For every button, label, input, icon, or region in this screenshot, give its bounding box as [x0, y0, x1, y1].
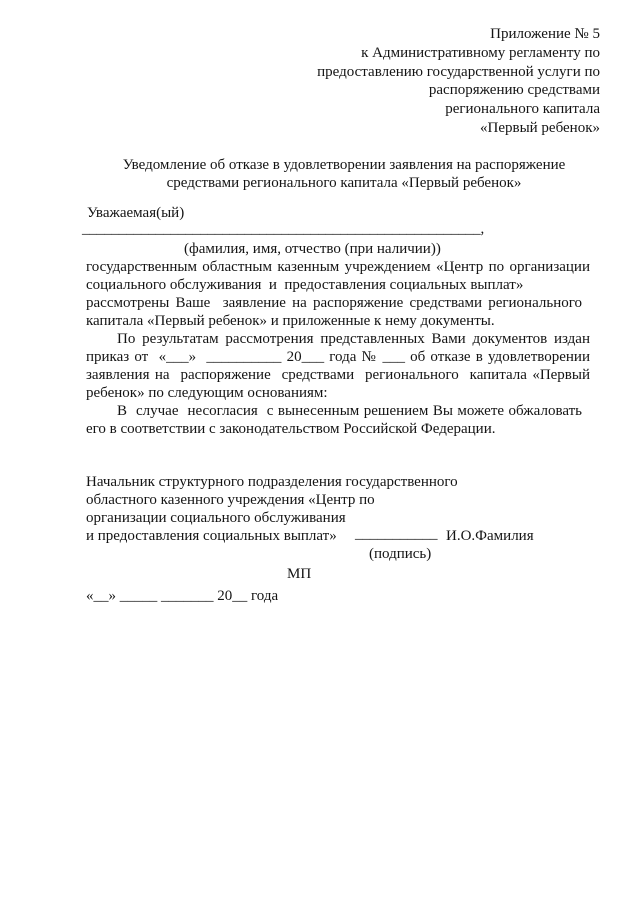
title-line: Уведомление об отказе в удовлетворении заявления на распоряжение — [122, 157, 566, 173]
signatory-line: и предоставления социальных выплат» — [86, 528, 337, 544]
paragraph-line: заявления на распоряжение средствами регионального капитала «Первый — [86, 367, 590, 383]
paragraph-line: его в соответствии с законодательством Российской Федерации. — [86, 421, 496, 437]
recipient-name-blank: ______________________________________________________, — [82, 221, 485, 237]
signatory-line: Начальник структурного подразделения государственного — [86, 474, 458, 490]
paragraph-line: приказ от «___» __________ 20___ года № ___ об отказе в удовлетворении — [86, 349, 590, 365]
paragraph-line: В случае несогласия с вынесенным решением Вы можете обжаловать — [117, 403, 582, 419]
title-line: средствами регионального капитала «Первый ребенок» — [166, 175, 522, 191]
signatory-name: И.О.Фамилия — [446, 528, 534, 544]
appendix-number: Приложение № 5 — [490, 26, 600, 42]
signatory-line: областного казенного учреждения «Центр по — [86, 492, 375, 508]
date-line: «__» _____ _______ 20__ года — [86, 588, 279, 604]
paragraph-line: капитала «Первый ребенок» и приложенные к нему документы. — [86, 313, 495, 329]
appendix-line: «Первый ребенок» — [480, 120, 600, 136]
signatory-line: организации социального обслуживания — [86, 510, 346, 526]
paragraph-line: По результатам рассмотрения представленных Вами документов издан — [117, 331, 590, 347]
paragraph-line: государственным областным казенным учреждением «Центр по организации — [86, 259, 590, 275]
paragraph-line: рассмотрены Ваше заявление на распоряжение средствами регионального — [86, 295, 582, 311]
paragraph-line: ребенок» по следующим основаниям: — [86, 385, 328, 401]
stamp-placeholder: МП — [287, 566, 312, 582]
appendix-line: к Административному регламенту по — [361, 45, 600, 61]
signature-blank: ___________ — [355, 526, 438, 542]
salutation-greeting: Уважаемая(ый) — [87, 205, 185, 221]
appendix-line: регионального капитала — [445, 101, 600, 117]
appendix-line: распоряжению средствами — [428, 82, 600, 98]
appendix-line: предоставлению государственной услуги по — [317, 64, 600, 80]
paragraph-line: социального обслуживания и предоставления социальных выплат» — [86, 277, 524, 293]
signature-caption: (подпись) — [369, 546, 432, 562]
recipient-name-hint: (фамилия, имя, отчество (при наличии)) — [184, 241, 441, 257]
